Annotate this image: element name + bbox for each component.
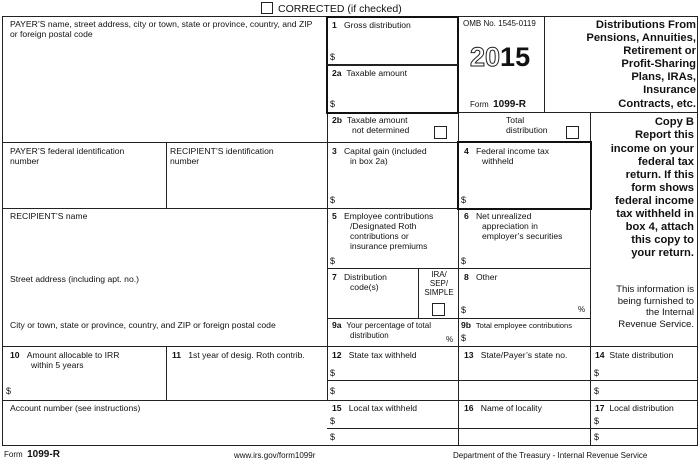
payer-tin-label: PAYER’S federal identification number [10, 146, 125, 166]
title-line: Insurance [643, 84, 696, 97]
box13-field-1[interactable] [460, 366, 588, 379]
irs-info-line: Revenue Service. [618, 319, 694, 331]
box12-dollar-2: $ [330, 386, 336, 396]
box16-label: 16 Name of locality [464, 403, 542, 413]
box15-dollar-1: $ [330, 416, 336, 426]
copy-b-line: form shows [631, 181, 694, 194]
title-line: Distributions From [595, 19, 696, 31]
box9a-percent: % [446, 335, 454, 344]
title-line: Retirement or [623, 45, 696, 58]
box1-label: 1 Gross distribution [332, 20, 411, 30]
title-line: Contracts, etc. [618, 97, 696, 110]
box4-dollar: $ [461, 195, 467, 205]
box11-label: 11 1st year of desig. Roth contrib. [172, 350, 305, 360]
box14-label: 14 State distribution [595, 350, 674, 360]
box17-dollar-2: $ [594, 432, 600, 442]
box2a-dollar: $ [330, 99, 336, 109]
box16-field-1[interactable] [460, 415, 588, 427]
box13-label: 13 State/Payer’s state no. [464, 350, 568, 360]
box7-label: 7 Distribution code(s) [332, 272, 387, 292]
recipient-name-label: RECIPIENT’S name [10, 211, 88, 221]
copy-b-instructions [592, 116, 696, 260]
payer-name-field[interactable] [3, 44, 326, 141]
copy-b-line: federal income [615, 194, 694, 207]
copy-b-line: your return. [631, 247, 694, 260]
box9b-dollar: $ [461, 333, 467, 343]
box10-dollar: $ [6, 386, 12, 396]
box14-dollar-1: $ [594, 368, 600, 378]
payer-tin-field[interactable] [3, 172, 165, 206]
box14-field-2[interactable] [604, 383, 696, 398]
box12-field-1[interactable] [340, 366, 455, 379]
street-address-label: Street address (including apt. no.) [10, 274, 139, 284]
footer-form-id: Form 1099-R [4, 449, 60, 460]
city-label: City or town, state or province, country, and ZIP or foreign postal code [10, 320, 276, 330]
account-number-field[interactable] [3, 418, 326, 444]
form-title [546, 19, 696, 111]
box8-label: 8 Other [464, 272, 498, 282]
box15-field-1[interactable] [340, 415, 455, 427]
box15-label: 15 Local tax withheld [332, 403, 418, 413]
box6-dollar: $ [461, 256, 467, 266]
copy-b-line: return. If this [625, 168, 694, 181]
box3-field[interactable] [340, 176, 455, 206]
title-line: Profit-Sharing [621, 58, 696, 71]
box10-label: 10 Amount allocable to IRR within 5 years [10, 350, 120, 370]
title-line: Plans, IRAs, [631, 71, 696, 84]
box9a-label: 9a Your percentage of total distribution [332, 320, 431, 340]
total-distribution-checkbox[interactable] [566, 126, 579, 139]
irs-info-line: being furnished to [617, 295, 694, 307]
box3-dollar: $ [330, 195, 336, 205]
box15-field-2[interactable] [340, 430, 455, 444]
box3-label: 3 Capital gain (included in box 2a) [332, 146, 427, 166]
corrected-label: CORRECTED (if checked) [278, 3, 402, 15]
irs-info-line: This information is [616, 284, 694, 295]
ira-sep-simple-label: IRA/ SEP/ SIMPLE [424, 270, 454, 297]
box5-label: 5 Employee contributions /Designated Roth contributions or insurance premiums [332, 211, 434, 251]
box17-field-2[interactable] [604, 430, 696, 444]
irs-info-line: the Internal [645, 307, 694, 319]
corrected-checkbox[interactable] [261, 2, 273, 14]
box15-dollar-2: $ [330, 432, 336, 442]
form-id: Form 1099-R [470, 99, 526, 110]
box17-label: 17 Local distribution [595, 403, 674, 413]
recipient-tin-field[interactable] [168, 172, 326, 206]
box8-dollar: $ [461, 305, 467, 315]
box14-dollar-2: $ [594, 386, 600, 396]
box12-field-2[interactable] [340, 383, 455, 398]
irs-info-notice [592, 284, 696, 331]
box9b-label: 9b Total employee contributions [461, 320, 573, 330]
box6-label: 6 Net unrealized appreciation in employer’s securities [464, 211, 563, 241]
box17-dollar-1: $ [594, 416, 600, 426]
box4-label: 4 Federal income tax withheld [464, 146, 550, 166]
recipient-tin-label: RECIPIENT’S identification number [170, 146, 274, 166]
box12-label: 12 State tax withheld [332, 350, 417, 360]
street-address-field[interactable] [3, 290, 326, 314]
copy-b-line: this copy to [631, 234, 694, 247]
footer-url[interactable]: www.irs.gov/form1099r [234, 451, 316, 460]
box17-field-1[interactable] [604, 415, 696, 427]
recipient-name-field[interactable] [3, 226, 326, 266]
omb-number: OMB No. 1545-0119 [463, 19, 536, 28]
ira-sep-simple-checkbox[interactable] [432, 303, 445, 316]
copy-b-line: Report this [634, 129, 694, 142]
footer-department: Department of the Treasury - Internal Revenue Service [453, 451, 648, 460]
box4-field[interactable] [472, 176, 587, 206]
box2a-field[interactable] [340, 82, 455, 110]
payer-name-label: PAYER’S name, street address, city or town, state or province, country, and ZIP or foreign postal code [10, 19, 313, 39]
title-line: Pensions, Annuities, [586, 32, 696, 45]
box7-field[interactable] [340, 298, 416, 316]
box5-dollar: $ [330, 256, 336, 266]
box13-field-2[interactable] [460, 383, 588, 398]
total-distribution-label: Total distribution [506, 115, 548, 135]
box1-field[interactable] [340, 34, 455, 62]
copy-b-line: income on your [610, 142, 694, 155]
city-field[interactable] [3, 334, 326, 344]
box5-field[interactable] [340, 252, 455, 266]
box11-field[interactable] [170, 366, 325, 398]
account-number-label: Account number (see instructions) [10, 403, 141, 413]
box1-dollar: $ [330, 52, 336, 62]
box2b-checkbox[interactable] [434, 126, 447, 139]
box2a-label: 2a Taxable amount [332, 68, 408, 78]
copy-b-title: Copy B [654, 116, 694, 128]
box14-field-1[interactable] [604, 366, 696, 379]
box8-field[interactable] [472, 288, 576, 316]
tax-year: 2015 [470, 42, 531, 72]
copy-b-line: federal tax [638, 155, 694, 168]
box6-field[interactable] [472, 246, 587, 266]
box10-field[interactable] [16, 376, 164, 398]
box2b-label: 2b Taxable amount not determined [332, 115, 410, 135]
box16-field-2[interactable] [460, 430, 588, 444]
copy-b-line: box 4, attach [625, 221, 694, 234]
copy-b-line: tax withheld in [616, 208, 694, 220]
box12-dollar-1: $ [330, 368, 336, 378]
box8-percent: % [578, 305, 586, 314]
